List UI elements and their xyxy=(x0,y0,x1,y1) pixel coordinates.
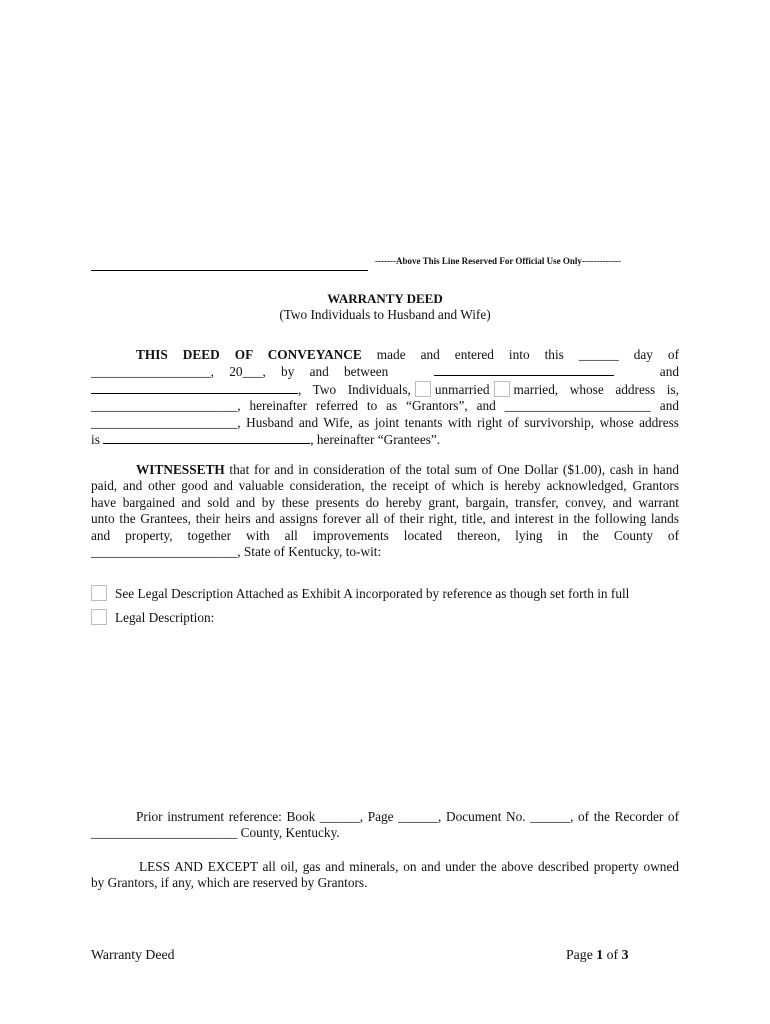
prior-instrument-line-2: ______________________ County, Kentucky. xyxy=(91,825,340,841)
witnesseth-paragraph xyxy=(91,462,679,560)
grantee-address-blank[interactable] xyxy=(103,431,310,444)
prior-instrument-paragraph xyxy=(91,809,679,842)
document-subtitle: (Two Individuals to Husband and Wife) xyxy=(279,307,491,322)
witnesseth-line-1: WITNESSETH that for and in consideration of the total sum of One Dollar ($1.00), cash in hand xyxy=(136,462,679,477)
conveyance-lead: THIS DEED OF CONVEYANCE xyxy=(136,347,362,362)
official-use-note: -------Above This Line Reserved For Official Use Only------------- xyxy=(375,256,621,266)
conveyance-paragraph xyxy=(91,347,679,448)
conveyance-line-5: ______________________, Husband and Wife, as joint tenants with right of survivorship, whose address xyxy=(91,414,679,430)
legal-description-option[interactable] xyxy=(91,609,214,626)
less-except-line-2: by Grantors, if any, which are reserved by Grantors. xyxy=(91,875,368,891)
page-number: Page 1 of 3 xyxy=(566,947,629,962)
prior-instrument-line-1: Prior instrument reference: Book ______, Page ______, Document No. ______, of the Recorder of xyxy=(136,809,679,824)
married-checkbox[interactable] xyxy=(494,381,510,397)
witnesseth-line-5: and property, together with all improvements located thereon, lying in the County of xyxy=(91,527,679,543)
grantor-name-blank[interactable] xyxy=(434,363,614,376)
conveyance-line-4: ______________________, hereinafter referred to as “Grantors”, and ______________________ and xyxy=(91,398,679,414)
witnesseth-line-4: unto the Grantees, their heirs and assigns forever all of their right, title, and interest in the following lands xyxy=(91,511,679,527)
less-except-line-1: LESS AND EXCEPT all oil, gas and minerals, on and under the above described property owned xyxy=(139,859,679,874)
exhibit-a-label: See Legal Description Attached as Exhibit A incorporated by reference as though set forth in full xyxy=(115,586,630,601)
footer-document-name: Warranty Deed xyxy=(91,947,175,962)
official-use-line xyxy=(91,270,368,271)
less-except-paragraph xyxy=(91,859,679,892)
witnesseth-line-3: have bargained and sold and by these presents do hereby grant, bargain, transfer, convey, and warrant xyxy=(91,494,679,510)
second-grantor-blank[interactable] xyxy=(91,381,298,394)
witnesseth-lead: WITNESSETH xyxy=(136,462,225,477)
witnesseth-line-2: paid, and other good and valuable consideration, the receipt of which is hereby acknowledged, Grantors xyxy=(91,478,679,494)
conveyance-line-1: THIS DEED OF CONVEYANCE made and entered into this ______ day of xyxy=(136,347,680,362)
exhibit-a-checkbox[interactable] xyxy=(91,585,107,601)
witnesseth-line-6: ______________________, State of Kentucky, to-wit: xyxy=(91,544,382,560)
conveyance-line-2: __________________, 20___, by and between and xyxy=(91,364,679,380)
document-title: WARRANTY DEED xyxy=(327,291,443,306)
unmarried-checkbox[interactable] xyxy=(415,381,431,397)
legal-description-checkbox[interactable] xyxy=(91,609,107,625)
conveyance-line-3: , Two Individuals, unmarried married, whose address is, xyxy=(91,381,679,398)
legal-description-label: Legal Description: xyxy=(115,610,215,625)
exhibit-a-option[interactable] xyxy=(91,585,629,602)
conveyance-line-6: is , hereinafter “Grantees”. xyxy=(91,432,441,448)
